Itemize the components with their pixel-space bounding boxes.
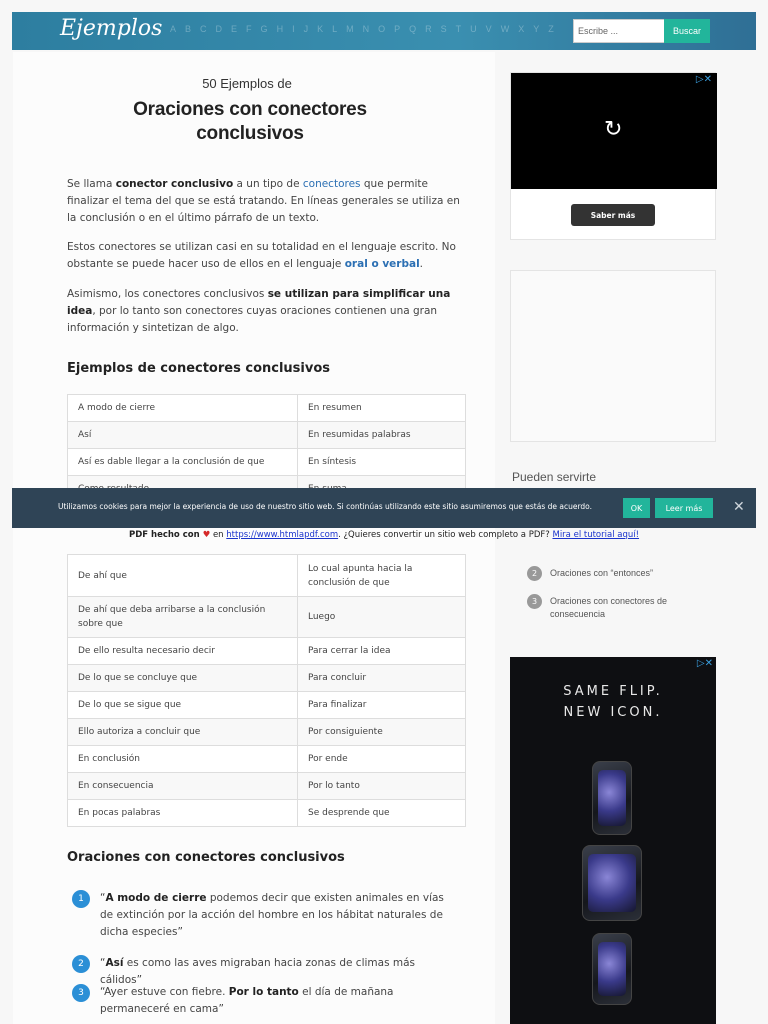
phone-image	[582, 845, 642, 921]
related-number: 3	[527, 594, 542, 609]
alphabet-index	[170, 24, 554, 34]
table-row	[68, 746, 466, 773]
table-cell: En conclusión	[68, 746, 298, 773]
table-cell: Así	[68, 422, 298, 449]
table-cell: Ello autoriza a concluir que	[68, 719, 298, 746]
sentences-heading: Oraciones con conectores conclusivos	[67, 850, 345, 865]
article-kicker: 50 Ejemplos de	[202, 76, 292, 91]
table-cell: Por consiguiente	[298, 719, 466, 746]
table-cell: En resumen	[298, 395, 466, 422]
table-cell: Para finalizar	[298, 692, 466, 719]
table-row	[68, 555, 466, 597]
alphabet-letter-g[interactable]: G	[260, 24, 268, 34]
alphabet-letter-u[interactable]: U	[470, 24, 477, 34]
sentence-item: “Ayer estuve con fiebre. Por lo tanto el día de mañana permaneceré en cama”	[100, 986, 394, 1015]
table-cell: Por ende	[298, 746, 466, 773]
alphabet-letter-e[interactable]: E	[231, 24, 238, 34]
cookie-read-more-button[interactable]: Leer más	[655, 498, 713, 518]
ad-headline: SAME FLIP. NEW ICON.	[563, 684, 663, 720]
tutorial-link[interactable]: Mira el tutorial aquí!	[552, 530, 640, 540]
search-button[interactable]: Buscar	[664, 19, 710, 43]
close-icon[interactable]: ✕	[733, 499, 745, 515]
table-row	[68, 665, 466, 692]
intro-paragraph-3: Asimismo, los conectores conclusivos se utilizan para simplificar una idea, por lo tanto son conectores cuyas oraciones contienen una gran información y sintetizan de algo.	[67, 288, 451, 334]
table-cell: De lo que se concluye que	[68, 665, 298, 692]
alphabet-letter-b[interactable]: B	[185, 24, 192, 34]
table-row	[68, 395, 466, 422]
connectors-table-top	[67, 394, 466, 503]
pdf-credit-line: PDF hecho con ♥ en https://www.htmlapdf.com. ¿Quieres convertir un sitio web completo a PDF? Mira el tutorial aquí!	[128, 530, 640, 540]
ad-choices-icon[interactable]: ▷✕	[695, 74, 712, 85]
alphabet-letter-n[interactable]: N	[362, 24, 370, 34]
related-number: 2	[527, 566, 542, 581]
page-title: Oraciones con conectores conclusivos	[133, 99, 367, 144]
cookie-ok-button[interactable]: OK	[623, 498, 650, 518]
table-cell: En síntesis	[298, 449, 466, 476]
sentence-number: 1	[72, 890, 90, 908]
intro-paragraph-2: Estos conectores se utilizan casi en su totalidad en el lenguaje escrito. No obstante se puede hacer uso de ellos en el lenguaje oral o verbal.	[67, 241, 456, 270]
ad-video-area[interactable]	[511, 73, 717, 189]
phone-image	[592, 933, 632, 1005]
alphabet-letter-k[interactable]: K	[317, 24, 324, 34]
search-input[interactable]	[573, 19, 665, 43]
sentence-item: “Así es como las aves migraban hacia zonas de climas más cálidos”	[100, 957, 416, 986]
alphabet-letter-v[interactable]: V	[485, 24, 492, 34]
alphabet-letter-a[interactable]: A	[170, 24, 177, 34]
alphabet-letter-m[interactable]: M	[346, 24, 354, 34]
table-cell: Se desprende que	[298, 800, 466, 827]
table-row	[68, 800, 466, 827]
table-cell: Lo cual apunta hacia la conclusión de que	[298, 555, 466, 597]
connectors-table-bottom	[67, 554, 466, 827]
alphabet-letter-c[interactable]: C	[200, 24, 207, 34]
sentence-number: 3	[72, 984, 90, 1002]
alphabet-letter-s[interactable]: S	[440, 24, 447, 34]
cookie-text: Utilizamos cookies para mejor la experiencia de uso de nuestro sitio web. Si continúas utilizando este sitio asumiremos que estás de acuerdo.	[58, 502, 593, 511]
alphabet-letter-h[interactable]: H	[276, 24, 284, 34]
table-row	[68, 638, 466, 665]
table-row	[68, 692, 466, 719]
table-cell: En consecuencia	[68, 773, 298, 800]
alphabet-letter-i[interactable]: I	[292, 24, 295, 34]
intro-paragraph-1: Se llama conector conclusivo a un tipo de conectores que permite finalizar el tema del que se está tratando. En líneas generales se utiliza en la conclusión o en el último párrafo de un texto.	[67, 178, 460, 224]
table-row	[68, 773, 466, 800]
table-cell: En pocas palabras	[68, 800, 298, 827]
sentence-number: 2	[72, 955, 90, 973]
table-cell: En resumidas palabras	[298, 422, 466, 449]
table-row	[68, 597, 466, 638]
alphabet-letter-x[interactable]: X	[518, 24, 525, 34]
table-row	[68, 719, 466, 746]
alphabet-letter-r[interactable]: R	[425, 24, 432, 34]
alphabet-letter-f[interactable]: F	[246, 24, 252, 34]
phone-ad[interactable]	[510, 657, 716, 1024]
alphabet-letter-t[interactable]: T	[455, 24, 462, 34]
related-link-consecuencia[interactable]: Oraciones con conectores de consecuencia	[550, 596, 668, 619]
table-cell: De ello resulta necesario decir	[68, 638, 298, 665]
replay-icon[interactable]: ↻	[604, 117, 623, 142]
table-cell: Para concluir	[298, 665, 466, 692]
table-cell: A modo de cierre	[68, 395, 298, 422]
alphabet-letter-z[interactable]: Z	[548, 24, 554, 34]
table-cell: Así es dable llegar a la conclusión de que	[68, 449, 298, 476]
phone-image	[592, 761, 632, 835]
alphabet-letter-l[interactable]: L	[332, 24, 338, 34]
alphabet-letter-d[interactable]: D	[215, 24, 223, 34]
alphabet-letter-p[interactable]: P	[394, 24, 401, 34]
table-cell: Luego	[298, 597, 466, 638]
table-cell: De lo que se sigue que	[68, 692, 298, 719]
conectores-link[interactable]: conectores	[302, 178, 361, 190]
examples-heading: Ejemplos de conectores conclusivos	[67, 361, 331, 376]
site-logo[interactable]: Ejemplos	[60, 16, 163, 41]
related-link-entonces[interactable]: Oraciones con “entonces”	[550, 568, 654, 578]
alphabet-letter-w[interactable]: W	[500, 24, 510, 34]
table-cell: De ahí que	[68, 555, 298, 597]
top-navigation-bar	[12, 12, 756, 50]
ad-choices-icon[interactable]: ▷✕	[696, 658, 713, 669]
sentence-item: “A modo de cierre podemos decir que existen animales en vías de extinción por la acción del hombre en los hábitat naturales de dicha especies”	[100, 892, 444, 938]
cookie-banner	[12, 488, 756, 528]
video-ad[interactable]	[510, 72, 716, 240]
related-heading: Pueden servirte	[512, 470, 597, 484]
ad-learn-more-button[interactable]: Saber más	[571, 204, 655, 226]
alphabet-letter-q[interactable]: Q	[409, 24, 417, 34]
alphabet-letter-y[interactable]: Y	[533, 24, 540, 34]
alphabet-letter-j[interactable]: J	[303, 24, 309, 34]
table-cell: De ahí que deba arribarse a la conclusión sobre que	[68, 597, 298, 638]
ad-placeholder	[510, 270, 716, 442]
table-row	[68, 449, 466, 476]
alphabet-letter-o[interactable]: O	[378, 24, 386, 34]
heart-icon: ♥	[202, 530, 211, 540]
table-cell: Por lo tanto	[298, 773, 466, 800]
table-cell: Para cerrar la idea	[298, 638, 466, 665]
oral-verbal-link[interactable]: oral o verbal	[344, 258, 420, 270]
table-row	[68, 422, 466, 449]
htmlapdf-link[interactable]: https://www.htmlapdf.com	[226, 530, 339, 540]
